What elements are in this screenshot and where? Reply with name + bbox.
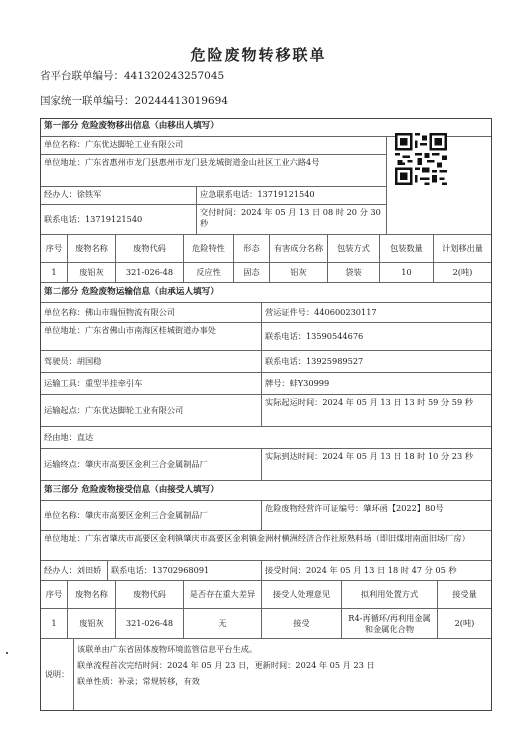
part2-plate: 牌号：蚌Y30999: [261, 373, 491, 394]
part2-origin: 运输起点：广东优达脚轮工业有限公司: [44, 405, 184, 415]
p1-col-component: 有害成分名称: [269, 235, 327, 262]
notes-line: 联单流程首次完结时间：2024 年 05 月 23 日，更新时间：2024 年 05 月 23 日: [77, 660, 375, 670]
p3-cell-received: 2(吨): [437, 609, 491, 638]
part1-unit-name-row: [41, 137, 386, 155]
p1-cell-name: 废铝灰: [67, 263, 115, 282]
part3-unit-name: 单位名称：肇庆市高要区金利三合金属制品厂: [44, 510, 208, 520]
p3-cell-opinion: 接受: [261, 609, 341, 638]
part2-driver-row: [41, 351, 491, 373]
part1-unit-address: 单位地址：广东省惠州市龙门县惠州市龙门县龙城街道金山社区工业六路4号: [44, 157, 320, 167]
p1-col-planned: 计划移出量: [433, 235, 491, 262]
p3-cell-index: 1: [51, 618, 57, 629]
provincial-number: 省平台联单编号：441320243257045: [40, 70, 225, 82]
part1-handler-row: [41, 187, 386, 205]
part2-depart-time: 实际起运时间：2024 年 05 月 13 日 13 时 59 分 59 秒: [261, 395, 491, 426]
part1-unit-name: 单位名称：广东优达脚轮工业有限公司: [44, 139, 184, 149]
p3-cell-code: 321-026-48: [115, 609, 183, 638]
part1-handover-time: 交付时间：2024 年 05 月 13 日 08 时 20 分 30 秒: [196, 205, 386, 234]
part2-driver-phone: 联系电话：13925989527: [261, 351, 491, 372]
part2-unit-name: 单位名称：佛山市瑞恒物流有限公司: [44, 307, 176, 317]
part3-receive-time: 接受时间：2024 年 05 月 13 日 18 时 47 分 05 秒: [261, 561, 491, 580]
part2-vehicle: 运输工具：重型半挂牵引车: [44, 378, 143, 388]
p1-cell-component: 铝灰: [269, 263, 327, 282]
part1-contact-row: [41, 205, 491, 235]
p1-cell-code: 321-026-48: [115, 263, 183, 282]
scan-speck: [6, 652, 8, 654]
notes-label: 说明：: [44, 669, 70, 680]
p3-col-code: 废物代码: [115, 581, 183, 608]
p1-col-name: 废物名称: [67, 235, 115, 262]
p3-cell-difference: 无: [183, 609, 261, 638]
qr-code-icon: [395, 133, 447, 185]
part3-license-no: 危险废物经营许可证编号：肇环函【2022】80号: [261, 501, 491, 530]
part3-header: 第三部分 危险废物接受信息（由接受人填写）: [44, 485, 219, 495]
part2-via: 经由地：直达: [44, 432, 94, 442]
p3-cell-disposal: R4-再循环/再利用金属和金属化合物: [341, 609, 437, 638]
part2-vehicle-row: [41, 373, 491, 395]
part3-header-row: [41, 481, 491, 501]
p1-cell-hazard: 反应性: [183, 263, 233, 282]
part2-driver: 驾驶员：胡国稳: [44, 356, 102, 366]
part3-columns-row: [41, 581, 491, 609]
part2-arrive-time: 实际到达时间：2024 年 05 月 13 日 18 时 10 分 23 秒: [261, 449, 491, 480]
p3-col-opinion: 接受人处理意见: [261, 581, 341, 608]
p1-cell-package: 袋装: [327, 263, 379, 282]
p3-cell-name: 废铝灰: [67, 609, 115, 638]
notes-divider: [73, 639, 74, 710]
part2-destination: 运输终点：肇庆市高要区金利三合金属制品厂: [44, 459, 208, 469]
part2-unit-row: [41, 303, 491, 323]
part3-contact-phone: 联系电话：13702968091: [107, 561, 261, 580]
p1-col-form: 形态: [233, 235, 269, 262]
qr-divider: [386, 137, 387, 235]
part3-handler: 经办人：刘田娇: [44, 565, 102, 575]
notes-line: 该联单由广东省固体废物环境监管信息平台生成。: [77, 644, 258, 654]
document-title: 危险废物转移联单: [190, 46, 327, 64]
notes-row: [41, 639, 491, 710]
p1-col-hazard: 危险特性: [183, 235, 233, 262]
part3-handler-row: [41, 561, 491, 581]
part2-address-row: [41, 323, 491, 351]
part2-contact-phone: 联系电话：13590544676: [261, 323, 491, 350]
p1-cell-planned: 2(吨): [433, 263, 491, 282]
p1-col-package: 包装方式: [327, 235, 379, 262]
part2-header: 第二部分 危险废物运输信息（由承运人填写）: [44, 287, 219, 297]
p3-col-difference: 是否存在重大差异: [183, 581, 261, 608]
part1-emergency-phone: 应急联系电话：13719121540: [196, 187, 386, 204]
p1-cell-quantity: 10: [379, 263, 433, 282]
p3-col-index: 序号: [45, 589, 63, 600]
part1-unit-address-row: [41, 155, 386, 187]
part1-columns-row: [41, 235, 491, 263]
p1-col-quantity: 包装数量: [379, 235, 433, 262]
notes-line: 联单性质：补录；常规转移，有效: [77, 676, 200, 686]
p1-col-code: 废物代码: [115, 235, 183, 262]
manifest-table: [40, 118, 492, 711]
part1-header: 第一部分 危险废物移出信息（由移出人填写）: [44, 121, 219, 131]
part2-unit-address: 单位地址：广东省佛山市南海区桂城街道办事处: [44, 325, 216, 335]
part3-unit-row: [41, 501, 491, 531]
part1-data-row: [41, 263, 491, 283]
part1-contact-phone: 联系电话：13719121540: [44, 214, 143, 224]
part2-destination-row: [41, 449, 491, 481]
part1-handler: 经办人：徐铁军: [44, 189, 102, 199]
part3-data-row: [41, 609, 491, 639]
p1-cell-form: 固态: [233, 263, 269, 282]
p1-cell-index: 1: [51, 267, 57, 278]
part2-via-row: [41, 427, 491, 449]
part2-origin-row: [41, 395, 491, 427]
part2-permit-no: 营运证件号：440600230117: [261, 303, 491, 322]
part2-header-row: [41, 283, 491, 303]
p3-col-name: 废物名称: [67, 581, 115, 608]
national-number: 国家统一联单编号：20244413019694: [40, 95, 229, 107]
part3-unit-address: 单位地址：广东省肇庆市高要区金利镇肇庆市高要区金利镇金洲村横洲经济合作社原熟料场（即旧煤坩南面旧场厂房）: [44, 533, 470, 543]
p3-col-disposal: 拟利用处置方式: [341, 581, 437, 608]
p1-col-index: 序号: [45, 243, 63, 254]
p3-col-received: 接受量: [437, 581, 491, 608]
notes-text: [77, 641, 487, 689]
part3-address-row: [41, 531, 491, 561]
